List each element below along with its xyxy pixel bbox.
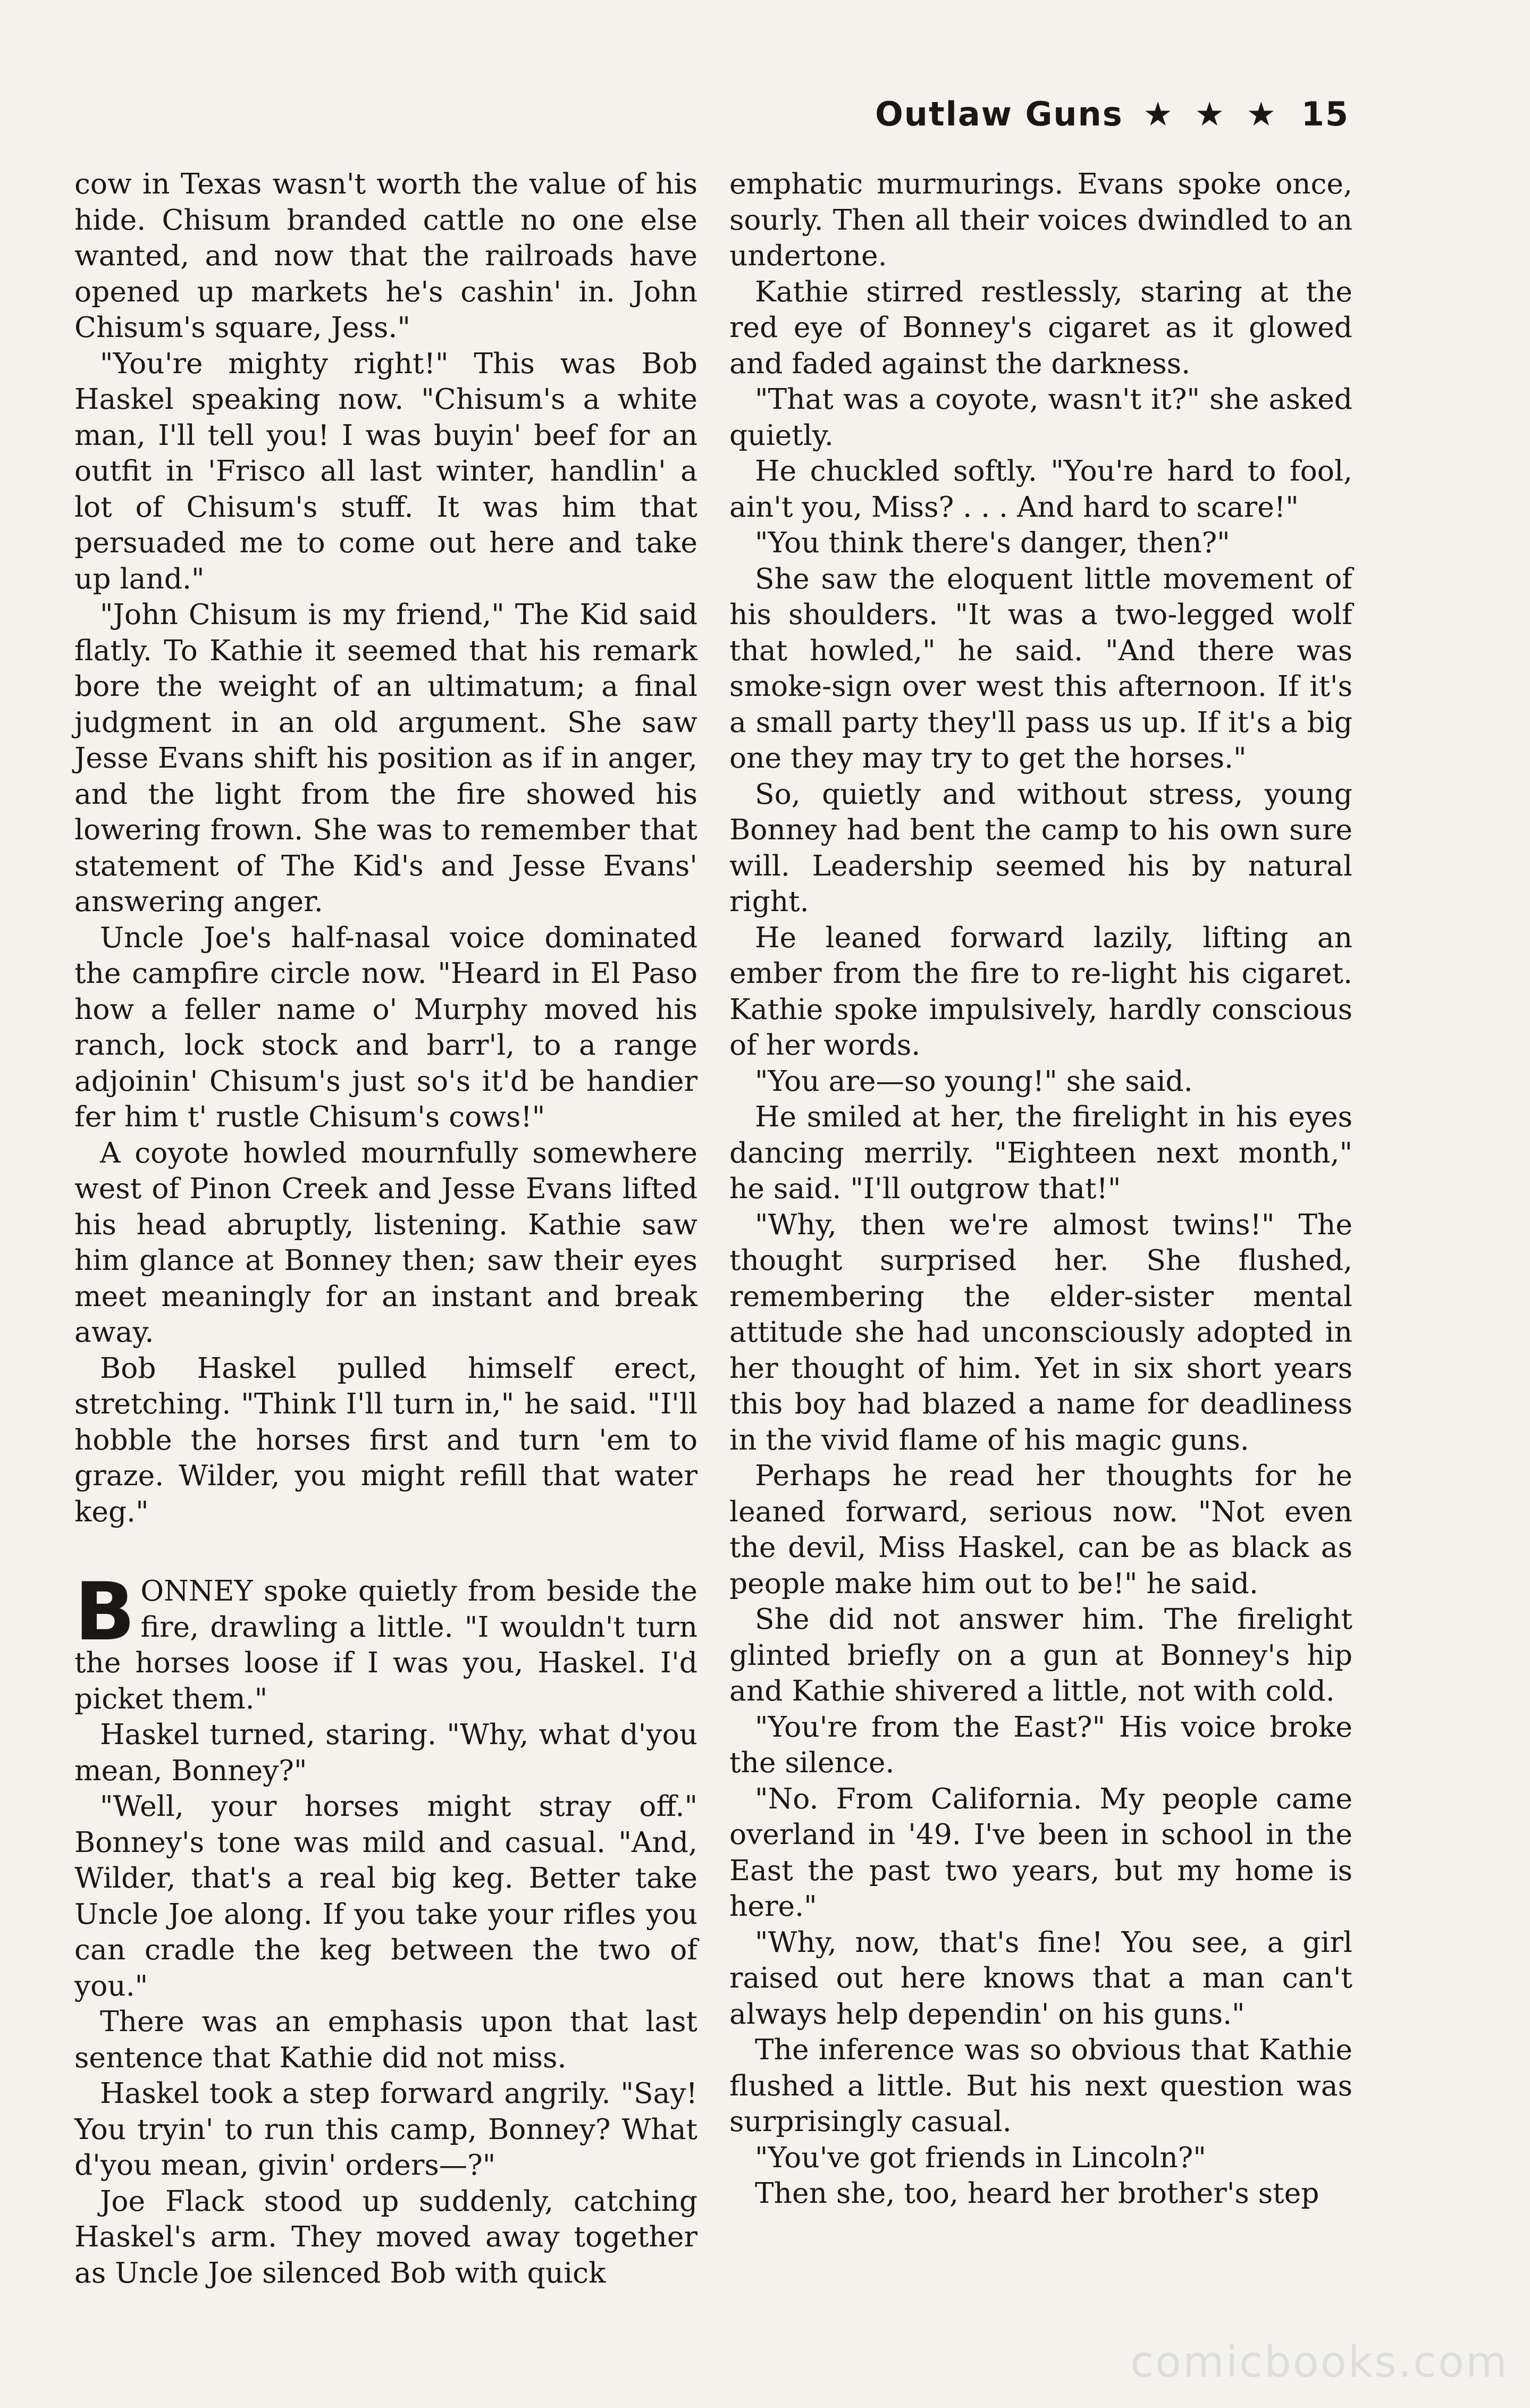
paragraph: "John Chisum is my friend," The Kid said flatly. To Kathie it seemed that his remark bore the weight of an ultimatum; a final judgment in an old argument. She saw Jesse Evans shift his position as if in anger, and the light from the fire showed his lowering frown. She was to remember that statement of The Kid's and Jesse Evans' answering anger.	[74, 597, 697, 918]
paragraph: "Why, now, that's fine! You see, a girl raised out here knows that a man can't always help dependin' on his guns."	[729, 1925, 1352, 2031]
paragraph: She did not answer him. The firelight glinted briefly on a gun at Bonney's hip and Kathie shivered a little, not with cold.	[729, 1602, 1352, 1707]
dropcap-paragraph	[74, 1566, 697, 1716]
paragraph: A coyote howled mournfully somewhere west of Pinon Creek and Jesse Evans lifted his head abruptly, listening. Kathie saw him glance at Bonney then; saw their eyes meet meaningly for an instant and break away.	[74, 1135, 697, 1349]
paragraph: There was an emphasis upon that last sentence that Kathie did not miss.	[74, 2005, 697, 2074]
paragraph: "Why, then we're almost twins!" The thought surprised her. She flushed, remembering the elder-sister mental attitude she had unconsciously adopted in her thought of him. Yet in six short years this boy had blazed a name for deadliness in the vivid flame of his magic guns.	[729, 1207, 1352, 1456]
story-title: Outlaw Guns	[875, 95, 1123, 133]
paragraph: emphatic murmurings. Evans spoke once, sourly. Then all their voices dwindled to an undertone.	[729, 167, 1352, 272]
page-header	[875, 95, 1349, 133]
paragraph: The inference was so obvious that Kathie flushed a little. But his next question was surprisingly casual.	[729, 2033, 1352, 2138]
paragraph: So, quietly and without stress, young Bonney had bent the camp to his own sure will. Leadership seemed his by natural right.	[729, 777, 1352, 918]
drop-cap: B	[74, 1566, 136, 1658]
paragraph: cow in Texas wasn't worth the value of his hide. Chisum branded cattle no one else wanted, and now that the railroads have opened up markets he's cashin' in. John Chisum's square, Jess."	[74, 167, 697, 344]
paragraph: Perhaps he read her thoughts for he leaned forward, serious now. "Not even the devil, Miss Haskel, can be as black as people make him out to be!" he said.	[729, 1459, 1352, 1600]
paragraph: "That was a coyote, wasn't it?" she asked quietly.	[729, 382, 1352, 452]
paragraph-text: ONNEY spoke quietly from beside the fire, drawling a little. "I wouldn't turn the horses loose if I was you, Haskel. I'd picket them."	[74, 1574, 697, 1715]
paragraph: "You've got friends in Lincoln?"	[755, 2140, 1206, 2174]
site-watermark: comicbooks.com	[1130, 2337, 1509, 2387]
paragraph: Then she, too, heard her brother's step	[755, 2176, 1319, 2210]
left-column	[74, 166, 697, 2291]
page-number: 15	[1301, 95, 1349, 133]
paragraph: "You're from the East?" His voice broke the silence.	[729, 1710, 1352, 1779]
paragraph: Joe Flack stood up suddenly, catching Haskel's arm. They moved away together as Uncle Joe silenced Bob with quick	[74, 2184, 697, 2289]
star-ornament: ★ ★ ★	[1143, 95, 1282, 133]
paragraph: "You're mighty right!" This was Bob Haskel speaking now. "Chisum's a white man, I'll tell you! I was buyin' beef for an outfit in 'Frisco all last winter, handlin' a lot of Chisum's stuff. It was him that persuaded me to come out here and take up land."	[74, 346, 697, 595]
paragraph: He smiled at her, the firelight in his eyes dancing merrily. "Eighteen next month," he said. "I'll outgrow that!"	[729, 1100, 1352, 1205]
paragraph: She saw the eloquent little movement of his shoulders. "It was a two-legged wolf that howled," he said. "And there was smoke-sign over west this afternoon. If it's a small party they'll pass us up. If it's a big one they may try to get the horses."	[729, 561, 1352, 774]
paragraph: He chuckled softly. "You're hard to fool, ain't you, Miss? . . . And hard to scare!"	[729, 454, 1352, 524]
paragraph: "Well, your horses might stray off." Bonney's tone was mild and casual. "And, Wilder, that's a real big keg. Better take Uncle Joe along. If you take your rifles you can cradle the keg between the two of you."	[74, 1789, 697, 2002]
paragraph: "No. From California. My people came overland in '49. I've been in school in the East the past two years, but my home is here."	[729, 1781, 1352, 1923]
paragraph: Bob Haskel pulled himself erect, stretching. "Think I'll turn in," he said. "I'll hobble the horses first and turn 'em to graze. Wilder, you might refill that water keg."	[74, 1351, 697, 1528]
paragraph: He leaned forward lazily, lifting an ember from the fire to re-light his cigaret. Kathie spoke impulsively, hardly conscious of her words.	[729, 920, 1352, 1062]
paragraph: Haskel took a step forward angrily. "Say! You tryin' to run this camp, Bonney? What d'you mean, givin' orders—?"	[74, 2076, 697, 2182]
paragraph: "You think there's danger, then?"	[755, 526, 1230, 559]
paragraph: Kathie stirred restlessly, staring at the red eye of Bonney's cigaret as it glowed and faded against the darkness.	[729, 274, 1352, 380]
paragraph: Haskel turned, staring. "Why, what d'you mean, Bonney?"	[74, 1717, 697, 1787]
paragraph: "You are—so young!" she said.	[755, 1064, 1193, 1098]
right-column	[729, 166, 1352, 2211]
paragraph: Uncle Joe's half-nasal voice dominated the campfire circle now. "Heard in El Paso how a feller name o' Murphy moved his ranch, lock stock and barr'l, to a range adjoinin' Chisum's just so's it'd be handier fer him t' rustle Chisum's cows!"	[74, 920, 697, 1133]
